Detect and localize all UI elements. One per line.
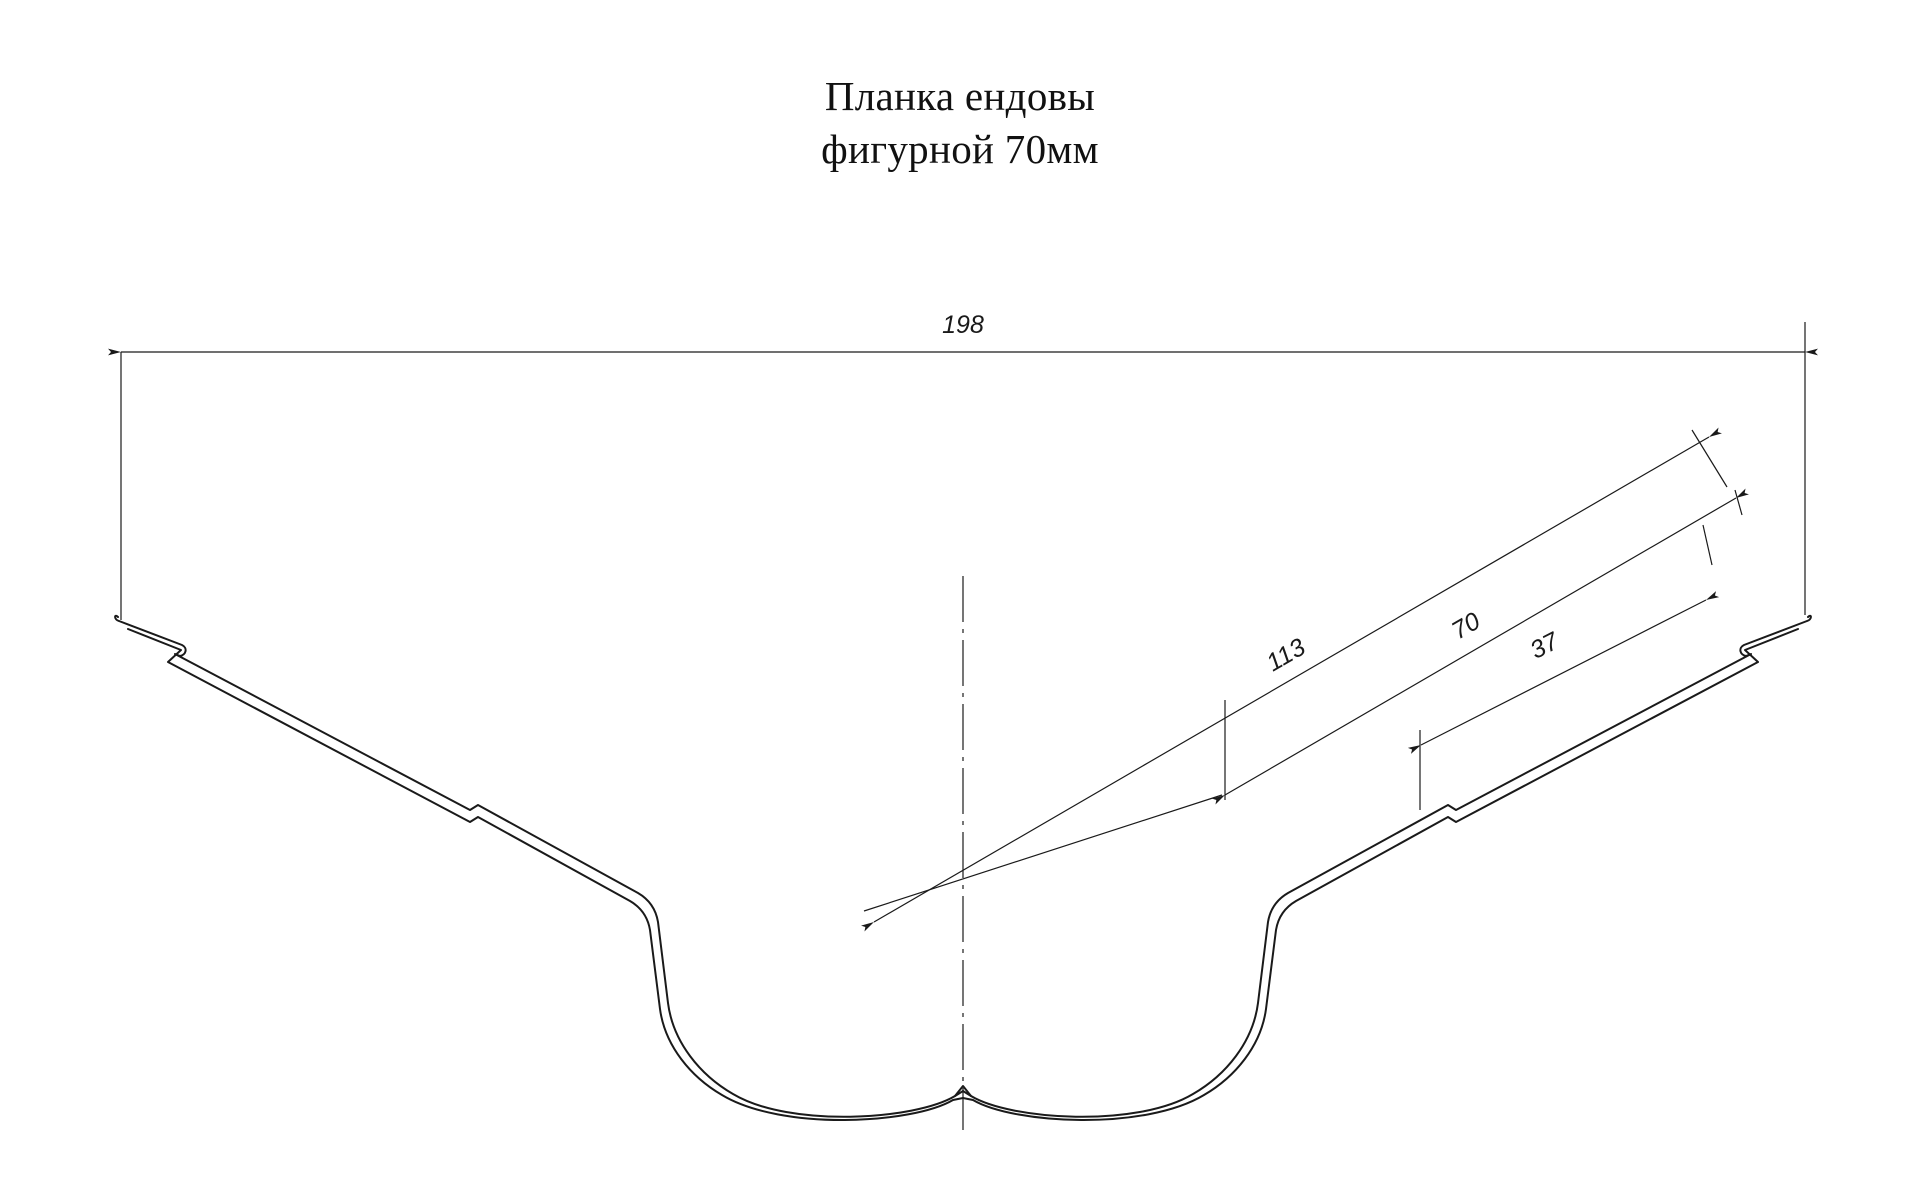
dimension-label-198: 198 — [942, 311, 984, 339]
dimension-flange-37 — [1420, 525, 1712, 810]
dimension-label-70: 70 — [1446, 606, 1486, 646]
ext-70-upper — [1735, 490, 1742, 515]
ext-113-lower — [864, 795, 1222, 911]
left-profile-inner — [128, 629, 963, 1120]
dimension-flange-113 — [864, 430, 1727, 922]
dimension-overall-width — [121, 311, 1805, 620]
dimension-label-37: 37 — [1525, 627, 1564, 665]
ext-113-upper — [1692, 430, 1727, 487]
title-line-2: фигурной 70мм — [821, 126, 1099, 173]
ext-37-upper — [1703, 525, 1712, 565]
title-line-1: Планка ендовы — [824, 73, 1096, 119]
dimension-label-113: 113 — [1261, 632, 1311, 678]
right-profile-inner — [963, 629, 1798, 1120]
left-profile-outer — [115, 616, 963, 1117]
right-profile-outer — [963, 616, 1811, 1117]
dimension-line-113 — [874, 437, 1709, 922]
